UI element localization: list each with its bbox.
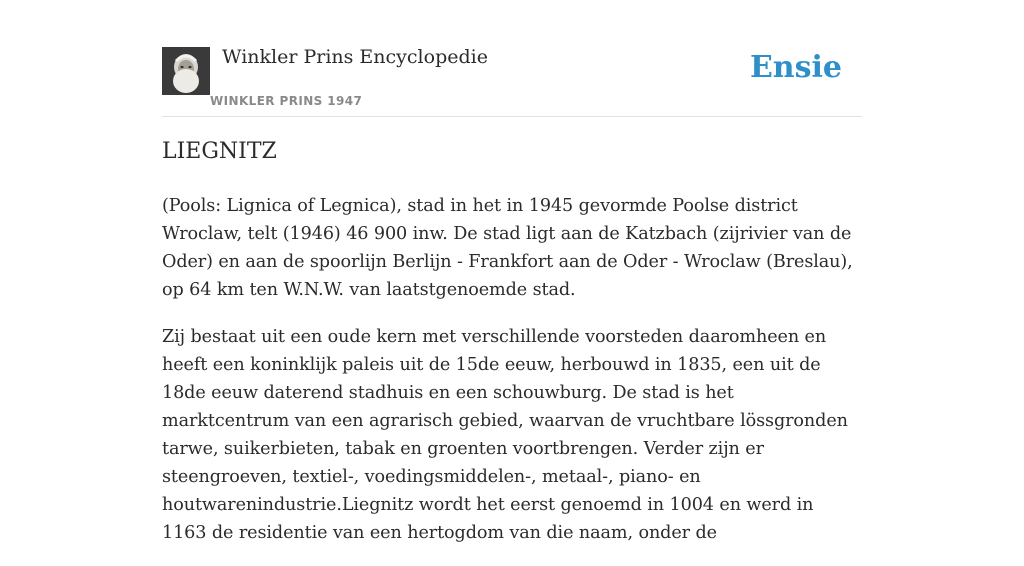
site-header xyxy=(162,0,862,117)
site-subtitle: WINKLER PRINS 1947 xyxy=(210,94,363,108)
portrait-icon xyxy=(162,47,210,95)
article-body xyxy=(162,192,862,566)
paragraph: Zij bestaat uit een oude kern met verschillende voorsteden daaromheen en heeft een koninklijk paleis uit de 15de eeuw, herbouwd in 1835, een uit de 18de eeuw daterend stadhuis en een schouwburg. De stad is het marktcentrum van een agrarisch gebied, waarvan de vruchtbare lössgronden tarwe, suikerbieten, tabak en groenten voortbrengen. Verder zijn er steengroeven, textiel-, voedingsmiddelen-, metaal-, piano- en houtwarenindustrie.Liegnitz wordt het eerst genoemd in 1004 en werd in 1163 de residentie van een hertogdom van die naam, onder de xyxy=(162,327,848,543)
page xyxy=(162,0,862,543)
avatar[interactable] xyxy=(162,47,210,95)
page-title: LIEGNITZ xyxy=(162,139,277,164)
brand-logo[interactable]: Ensie xyxy=(749,50,842,85)
site-title[interactable]: Winkler Prins Encyclopedie xyxy=(222,46,488,68)
paragraph: (Pools: Lignica of Legnica), stad in het in 1945 gevormde Poolse district Wroclaw, telt (1946) 46 900 inw. De stad ligt aan de Katzbach (zijrivier van de Oder) en aan de spoorlijn Berlijn - Frankfort aan de Oder - Wroclaw (Breslau), op 64 km ten W.N.W. van laatstgenoemde stad. xyxy=(162,196,853,300)
